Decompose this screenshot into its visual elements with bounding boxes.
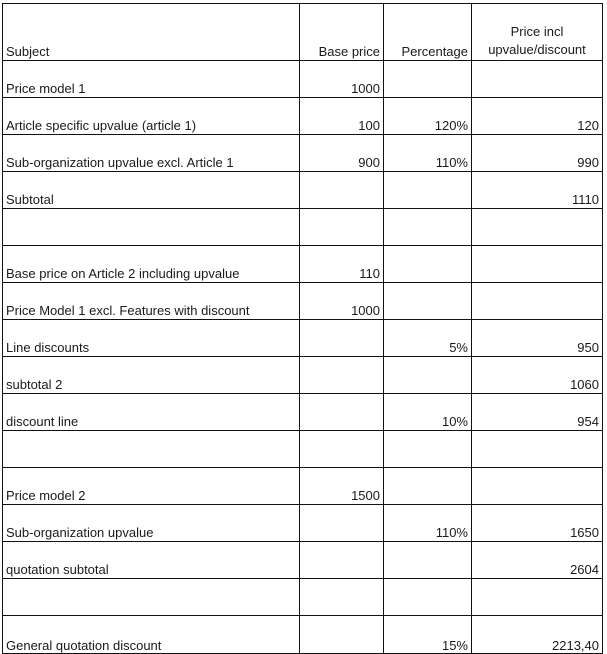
cell-base-price: 1500 — [300, 468, 384, 505]
cell-price-incl: 120 — [472, 98, 603, 135]
cell-percentage: 10% — [384, 394, 472, 431]
cell-subject: subtotal 2 — [3, 357, 300, 394]
cell-percentage: 5% — [384, 320, 472, 357]
cell-percentage: 110% — [384, 505, 472, 542]
table-row — [3, 209, 603, 246]
cell-base-price — [300, 394, 384, 431]
cell-percentage — [384, 431, 472, 468]
cell-subject: Article specific upvalue (article 1) — [3, 98, 300, 135]
cell-percentage — [384, 542, 472, 579]
cell-base-price — [300, 357, 384, 394]
table-row — [3, 431, 603, 468]
cell-percentage: 110% — [384, 135, 472, 172]
table-row — [3, 542, 603, 579]
table-row — [3, 172, 603, 209]
cell-percentage — [384, 468, 472, 505]
cell-subject: Price model 1 — [3, 61, 300, 98]
cell-percentage: 15% — [384, 616, 472, 654]
cell-subject: General quotation discount — [3, 616, 300, 654]
cell-base-price: 1000 — [300, 283, 384, 320]
cell-price-incl: 954 — [472, 394, 603, 431]
cell-subject: quotation subtotal — [3, 542, 300, 579]
cell-subject: discount line — [3, 394, 300, 431]
header-percentage: Percentage — [384, 4, 472, 61]
cell-price-incl: 1060 — [472, 357, 603, 394]
cell-percentage: 120% — [384, 98, 472, 135]
cell-percentage — [384, 283, 472, 320]
cell-base-price: 900 — [300, 135, 384, 172]
cell-base-price: 100 — [300, 98, 384, 135]
cell-base-price: 110 — [300, 246, 384, 283]
table-row — [3, 246, 603, 283]
cell-subject: Subtotal — [3, 172, 300, 209]
table-row — [3, 616, 603, 654]
cell-price-incl — [472, 431, 603, 468]
table-row — [3, 357, 603, 394]
table-row — [3, 320, 603, 357]
cell-price-incl: 990 — [472, 135, 603, 172]
cell-subject: Sub-organization upvalue — [3, 505, 300, 542]
pricing-table — [2, 3, 603, 654]
table-row — [3, 505, 603, 542]
table-row — [3, 98, 603, 135]
cell-subject: Sub-organization upvalue excl. Article 1 — [3, 135, 300, 172]
cell-percentage — [384, 209, 472, 246]
cell-price-incl: 1650 — [472, 505, 603, 542]
cell-subject: Price Model 1 excl. Features with discount — [3, 283, 300, 320]
cell-price-incl: 950 — [472, 320, 603, 357]
cell-base-price — [300, 505, 384, 542]
cell-subject — [3, 431, 300, 468]
cell-subject: Base price on Article 2 including upvalue — [3, 246, 300, 283]
cell-percentage — [384, 246, 472, 283]
cell-base-price — [300, 320, 384, 357]
cell-price-incl — [472, 246, 603, 283]
cell-base-price — [300, 616, 384, 654]
cell-base-price: 1000 — [300, 61, 384, 98]
cell-price-incl — [472, 283, 603, 320]
cell-price-incl: 1110 — [472, 172, 603, 209]
cell-percentage — [384, 172, 472, 209]
cell-price-incl — [472, 579, 603, 616]
header-subject: Subject — [3, 4, 300, 61]
cell-subject: Price model 2 — [3, 468, 300, 505]
cell-base-price — [300, 172, 384, 209]
cell-subject — [3, 579, 300, 616]
cell-price-incl: 2213,40 — [472, 616, 603, 654]
cell-base-price — [300, 431, 384, 468]
cell-percentage — [384, 357, 472, 394]
cell-subject: Line discounts — [3, 320, 300, 357]
cell-price-incl — [472, 61, 603, 98]
header-price-incl — [472, 4, 603, 61]
header-base-price: Base price — [300, 4, 384, 61]
table-row — [3, 579, 603, 616]
table-row — [3, 468, 603, 505]
table-row — [3, 135, 603, 172]
header-price-incl-line2: upvalue/discount — [488, 42, 586, 57]
cell-percentage — [384, 579, 472, 616]
cell-percentage — [384, 61, 472, 98]
table-row — [3, 61, 603, 98]
table-row — [3, 394, 603, 431]
table-row — [3, 283, 603, 320]
header-price-incl-line1: Price incl — [510, 24, 564, 39]
table-body — [3, 4, 603, 654]
cell-base-price — [300, 542, 384, 579]
cell-base-price — [300, 579, 384, 616]
cell-price-incl — [472, 209, 603, 246]
cell-subject — [3, 209, 300, 246]
cell-price-incl — [472, 468, 603, 505]
cell-price-incl: 2604 — [472, 542, 603, 579]
table-header-row — [3, 4, 603, 61]
cell-base-price — [300, 209, 384, 246]
